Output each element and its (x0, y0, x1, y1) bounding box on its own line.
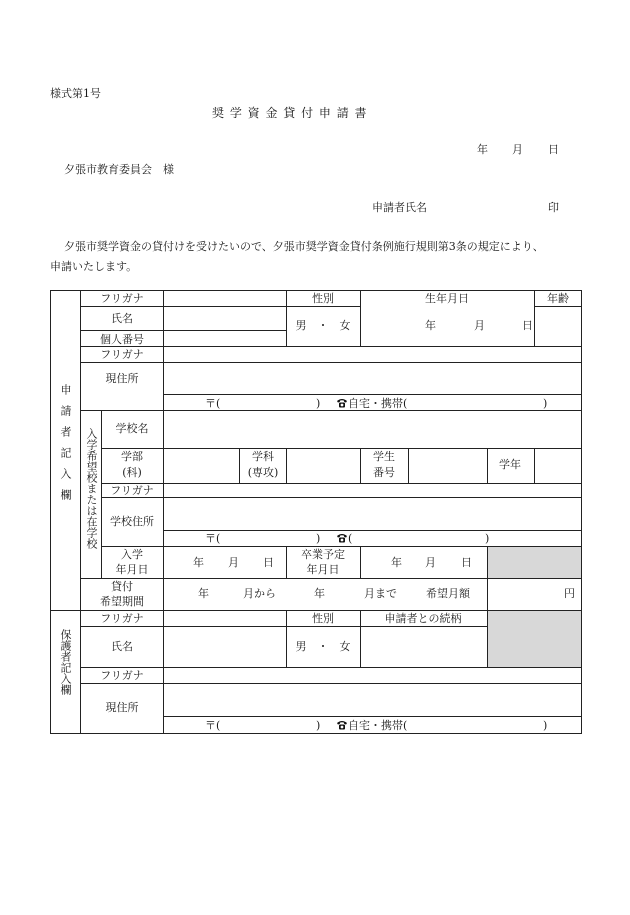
loan-period-label-sub: 希望期間 (100, 595, 144, 608)
seal-mark: 印 (548, 201, 559, 214)
guardian-gender-label: 性別 (312, 612, 334, 625)
loan-year-to: 年 (314, 587, 325, 600)
relation-label: 申請者との続柄 (384, 612, 462, 625)
application-form-table (50, 290, 582, 734)
school-name-label: 学校名 (115, 422, 149, 435)
loan-period-label: 貸付 (111, 580, 133, 593)
my-number-label: 個人番号 (100, 333, 144, 346)
applicant-name-label: 申請者氏名 (372, 201, 427, 214)
birth-month-label: 月 (474, 319, 485, 332)
graduation-label-sub: 年月日 (306, 563, 340, 576)
date-day-label: 日 (548, 143, 559, 156)
guardian-furigana-label: フリガナ (100, 612, 144, 625)
guardian-furigana2-label: フリガナ (100, 669, 144, 682)
applicant-furigana2-label: フリガナ (100, 348, 144, 361)
guardian-postal-close: ) (316, 719, 321, 732)
guardian-section-label: 保護者記入欄 (59, 629, 72, 695)
student-number-label: 学生 (373, 450, 395, 463)
guardian-name-label: 氏名 (111, 640, 133, 653)
faculty-label: 学部 (121, 450, 143, 463)
birth-day-label: 日 (522, 319, 533, 332)
telephone-icon (336, 398, 348, 408)
enrollment-label: 入学 (121, 548, 143, 561)
school-phone-open: ( (348, 532, 353, 545)
enroll-day-label: 日 (263, 556, 274, 569)
enrollment-label-sub: 年月日 (115, 563, 149, 576)
birthdate-label: 生年月日 (425, 292, 469, 305)
graduation-label: 卒業予定 (301, 548, 345, 561)
applicant-furigana-label: フリガナ (100, 292, 144, 305)
school-address-label: 学校住所 (110, 515, 154, 528)
school-postal-close: ) (316, 532, 321, 545)
grade-label: 学年 (499, 458, 521, 471)
applicant-phone (336, 397, 407, 410)
guardian-gender-options[interactable]: 男 ・ 女 (295, 640, 351, 653)
department-label-sub: (専攻) (247, 466, 279, 479)
school-section-label: 入学希望校または在学校 (85, 428, 98, 549)
applicant-phone-label: 自宅・携帯( (348, 397, 408, 410)
faculty-label-sub: (科) (122, 466, 142, 479)
applicant-section-label: 申請者記入欄 (59, 384, 72, 510)
loan-month-to: 月まで (364, 587, 397, 600)
applicant-postal-open: 〒( (205, 397, 221, 410)
yen-label: 円 (564, 587, 575, 600)
grad-year-label: 年 (391, 556, 402, 569)
birth-year-label: 年 (425, 319, 436, 332)
desired-amount-label: 希望月額 (426, 587, 470, 600)
gender-options[interactable]: 男 ・ 女 (295, 319, 351, 332)
applicant-address-label: 現住所 (105, 372, 139, 385)
loan-month-from: 月から (243, 587, 276, 600)
shaded-cell-school (487, 546, 582, 578)
guardian-postal-open: 〒( (205, 719, 221, 732)
student-number-label-sub: 番号 (373, 466, 395, 479)
age-label: 年齢 (547, 292, 569, 305)
page-title: 奨 学 資 金 貸 付 申 請 書 (212, 106, 368, 120)
name-label: 氏名 (111, 312, 133, 325)
school-furigana-label: フリガナ (110, 484, 154, 497)
guardian-address-label: 現住所 (105, 701, 139, 714)
grad-day-label: 日 (461, 556, 472, 569)
date-month-label: 月 (512, 143, 523, 156)
date-year-label: 年 (477, 143, 488, 156)
guardian-phone-label: 自宅・携帯( (348, 719, 408, 732)
form-number: 様式第1号 (50, 87, 101, 100)
applicant-postal-close: ) (316, 397, 321, 410)
enroll-year-label: 年 (193, 556, 204, 569)
body-text-line1: 夕張市奨学資金の貸付けを受けたいので、夕張市奨学資金貸付条例施行規則第3条の規定により、 (64, 240, 544, 253)
loan-year-from: 年 (198, 587, 209, 600)
enroll-month-label: 月 (228, 556, 239, 569)
guardian-phone-close: ) (543, 719, 548, 732)
telephone-icon (336, 533, 348, 543)
guardian-phone (336, 719, 407, 732)
school-phone (336, 532, 352, 545)
school-postal-open: 〒( (205, 532, 221, 545)
grad-month-label: 月 (425, 556, 436, 569)
department-label: 学科 (252, 450, 274, 463)
applicant-phone-close: ) (543, 397, 548, 410)
body-text-line2: 申請いたします。 (50, 260, 138, 273)
gender-label: 性別 (312, 292, 334, 305)
addressee: 夕張市教育委員会 様 (64, 163, 174, 176)
shaded-cell-guardian (487, 610, 582, 667)
school-phone-close: ) (485, 532, 490, 545)
telephone-icon (336, 720, 348, 730)
